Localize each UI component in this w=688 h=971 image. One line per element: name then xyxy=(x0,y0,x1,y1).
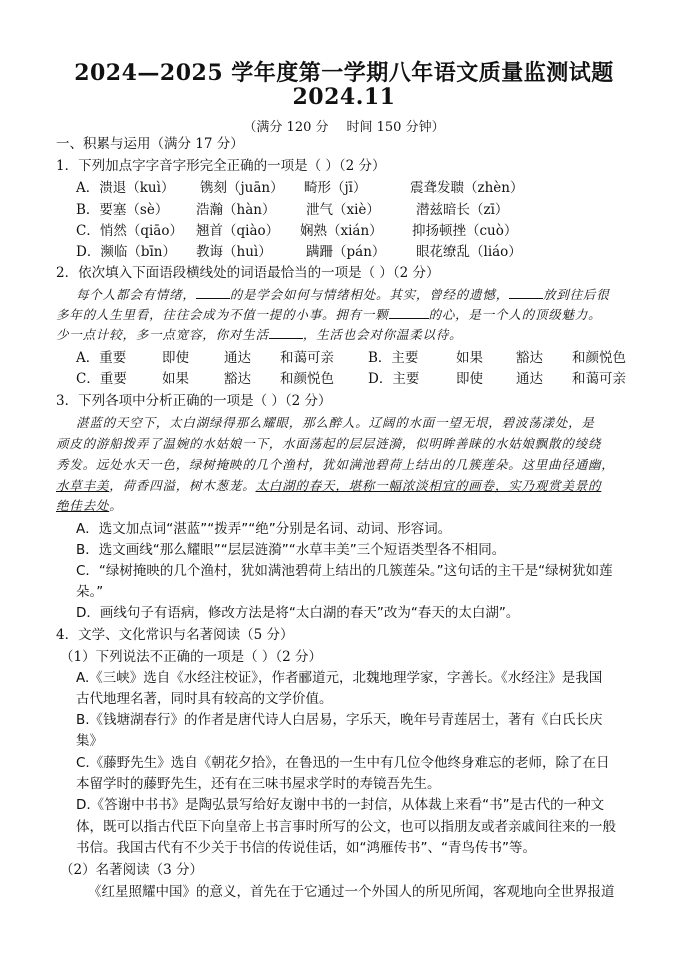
exam-date: 2024.11 xyxy=(292,84,396,110)
q4-option-d-cont: 体，既可以指古代臣下向皇帝上书言事时所写的公文，也可以指朋友或者亲戚间往来的一般 xyxy=(76,819,616,835)
q3-option-c: C．“绿树掩映的几个渔村，犹如满池碧荷上结出的几簇莲朵。”这句话的主干是“绿树犹如莲 xyxy=(76,563,613,579)
underlined-sentence: 太白湖的春天，堪称一幅浓淡相宜的画卷，实乃观赏美景的 xyxy=(255,478,602,493)
q3-passage-line: 湛蓝的天空下，太白湖绿得那么耀眼，那么醉人。辽阔的水面一望无垠，碧波荡漾处，是 xyxy=(76,415,595,430)
exam-page: 2024—2025 学年度第一学期八年语文质量监测试题 2024.11 （满分 120 分 时间 150 分钟） 一、积累与运用（满分 17 分） 1．下列加点字字音字形完全正确的一项是（ ）（2 分） A．溃退（kuì） 镌刻（juān） 畸形（jī） 震聋发聩（zhèn） B．要塞（sè） 浩瀚（hàn） 泄气（xiè） 潜兹暗长（zī） C．悄然（qiāo） 翘首（qiào） 娴熟（xián） 抑扬顿挫（cuò） D．濒临（bīn） 教诲（huì） 蹒跚（pán） 眼花缭乱（liáo） 2．依次填入下面语段横线处的词语最恰当的一项是（ ）（2 分） 每个人都会有情绪， 的是学会如何与情绪相处。其实，曾经的遗憾， 放到往后很 多年的人生里看，往往会成为不值一提的小事。拥有一颗 的心，是一个人的顶级魅力。 少一点计较，多一点宽容，你对生活 ，生活也会对你温柔以待。 A．重要 即使 通达 和蔼可亲 B．主要 如果 豁达 和颜悦色 C．重要 如果 豁达 和颜悦色 D．主要 即使 通达 和蔼可亲 3．下列各项中分析正确的一项是（ ）（2 分） 湛蓝的天空下，太白湖绿得那么耀眼，那么醉人。辽阔的水面一望无垠，碧波荡漾处，是 顽皮的游船拨弄了温婉的水姑娘一下，水面荡起的层层涟漪，似明眸善睐的水姑娘飘散的绫绕 秀发。远处水天一色，绿树掩映的几个渔村，犹如满池碧荷上结出的几簇莲朵。这里曲径通幽， 水草丰美，荷香四溢，树木葱茏。太白湖的春天，堪称一幅浓淡相宜的画卷，实乃观赏美景的 绝佳去处。 A．选文加点词“湛蓝”“拨弄”“绝”分别是名词、动词、形容词。 B．选文画线“那么耀眼”“层层涟漪”“水草丰美”三个短语类型各不相同。 C．“绿树掩映的几个渔村，犹如满池碧荷上结出的几簇莲朵。”这句话的主干是“绿树犹如莲 朵。” D．画线句子有语病，修改方法是将“太白湖的春天”改为“春天的太白湖”。 4．文学、文化常识与名著阅读（5 分） （1）下列说法不正确的一项是（ ）（2 分） A.《三峡》选自《水经注校证》，作者郦道元，北魏地理学家，字善长。《水经注》是我国 古代地理名著，同时具有较高的文学价值。 B.《钱塘湖春行》的作者是唐代诗人白居易，字乐天，晚年号青莲居士，著有《白氏长庆 集》 C.《藤野先生》选自《朝花夕拾》，在鲁迅的一生中有几位令他终身难忘的老师，除了在日 本留学时的藤野先生，还有在三味书屋求学时的寿镜吾先生。 D.《答谢中书书》是陶弘景写给好友谢中书的一封信，从体裁上来看“书”是古代的一种文 体，既可以指古代臣下向皇帝上书言事时所写的公文，也可以指朋友或者亲戚间往来的一般 书信。我国古代有不少关于书信的传说佳话，如“鸿雁传书”、“青鸟传书”等。 （2）名著阅读（3 分） 《红星照耀中国》的意义，首先在于它通过一个外国人的所见所闻，客观地向全世界报道 xyxy=(0,0,688,971)
answer-blank xyxy=(269,326,303,339)
q3-passage-line: 绝佳去处。 xyxy=(56,498,123,513)
q3-passage-line: 水草丰美，荷香四溢，树木葱茏。太白湖的春天，堪称一幅浓淡相宜的画卷，实乃观赏美景的 xyxy=(56,478,602,493)
answer-blank xyxy=(389,306,429,319)
q2-stem: 2．依次填入下面语段横线处的词语最恰当的一项是（ ）（2 分） xyxy=(56,265,440,281)
q4-option-d-cont: 书信。我国古代有不少关于书信的传说佳话，如“鸿雁传书”、“青鸟传书”等。 xyxy=(76,840,536,856)
answer-blank xyxy=(509,286,543,299)
q2-passage-line: 多年的人生里看，往往会成为不值一提的小事。拥有一颗 的心，是一个人的顶级魅力。 xyxy=(56,307,602,322)
q4-option-b: B.《钱塘湖春行》的作者是唐代诗人白居易，字乐天，晚年号青莲居士，著有《白氏长庆 xyxy=(76,712,603,728)
section-heading: 一、积累与运用（满分 17 分） xyxy=(56,136,244,152)
q4-option-d: D.《答谢中书书》是陶弘景写给好友谢中书的一封信，从体裁上来看“书”是古代的一种文 xyxy=(76,797,605,813)
q3-stem: 3．下列各项中分析正确的一项是（ ）（2 分） xyxy=(56,393,332,409)
q4-option-c: C.《藤野先生》选自《朝花夕拾》，在鲁迅的一生中有几位令他终身难忘的老师，除了在日 xyxy=(76,755,610,771)
exam-time: 时间 150 分钟） xyxy=(346,120,445,135)
q3-option-a: A．选文加点词“湛蓝”“拨弄”“绝”分别是名词、动词、形容词。 xyxy=(76,521,452,537)
q3-option-d: D．画线句子有语病，修改方法是将“太白湖的春天”改为“春天的太白湖”。 xyxy=(76,605,520,621)
q3-option-b: B．选文画线“那么耀眼”“层层涟漪”“水草丰美”三个短语类型各不相同。 xyxy=(76,542,506,558)
q4-sub1: （1）下列说法不正确的一项是（ ）（2 分） xyxy=(60,649,323,665)
q4-option-b-cont: 集》 xyxy=(76,733,103,749)
q1-stem: 1．下列加点字字音字形完全正确的一项是（ ）（2 分） xyxy=(56,158,386,174)
q4-option-a-cont: 古代地理名著，同时具有较高的文学价值。 xyxy=(76,691,333,707)
q4-option-a: A.《三峡》选自《水经注校证》，作者郦道元，北魏地理学家，字善长。《水经注》是我国 xyxy=(76,670,603,686)
q4-option-c-cont: 本留学时的藤野先生，还有在三味书屋求学时的寿镜吾先生。 xyxy=(76,776,441,792)
answer-blank xyxy=(196,286,230,299)
q4-reading-line: 《红星照耀中国》的意义，首先在于它通过一个外国人的所见所闻，客观地向全世界报道 xyxy=(88,884,615,900)
q4-sub2: （2）名著阅读（3 分） xyxy=(60,862,203,878)
q3-passage-line: 顽皮的游船拨弄了温婉的水姑娘一下，水面荡起的层层涟漪，似明眸善睐的水姑娘飘散的绫绕 xyxy=(56,436,602,451)
q3-passage-line: 秀发。远处水天一色，绿树掩映的几个渔村，犹如满池碧荷上结出的几簇莲朵。这里曲径通幽， xyxy=(56,457,615,472)
full-score: （满分 120 分 xyxy=(243,120,329,135)
exam-info xyxy=(0,116,688,135)
exam-title: 2024—2025 学年度第一学期八年语文质量监测试题 xyxy=(74,60,614,86)
q2-passage-line: 每个人都会有情绪， 的是学会如何与情绪相处。其实，曾经的遗憾， 放到往后很 xyxy=(76,287,610,302)
q3-option-c-cont: 朵。” xyxy=(76,584,104,600)
underlined-phrase: 水草丰美 xyxy=(56,478,110,493)
underlined-sentence: 绝佳去处 xyxy=(56,498,110,513)
q2-passage-line: 少一点计较，多一点宽容，你对生活 ，生活也会对你温柔以待。 xyxy=(56,327,463,342)
q4-stem: 4．文学、文化常识与名著阅读（5 分） xyxy=(56,627,294,643)
